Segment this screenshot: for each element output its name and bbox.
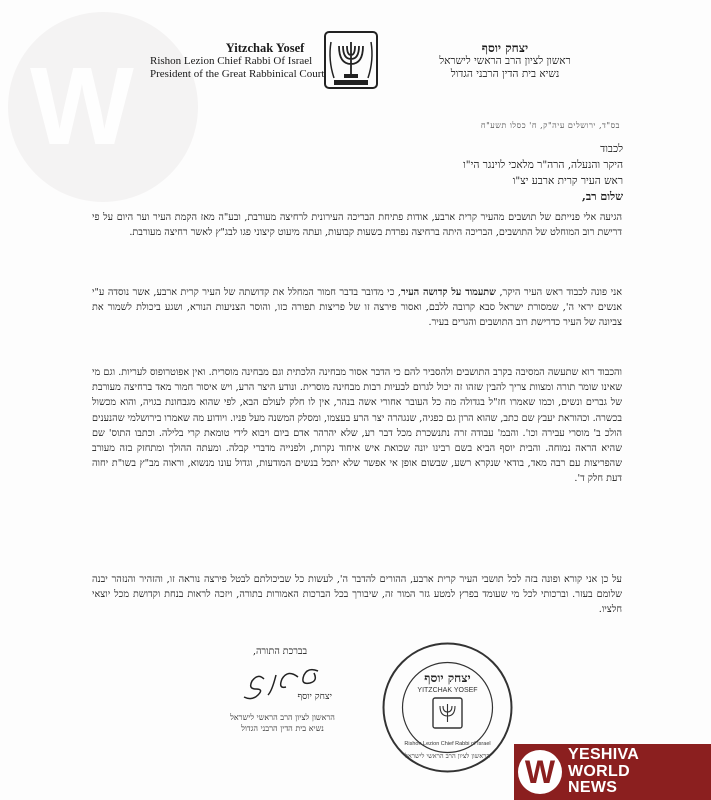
paragraph-2-start: אני פונה לכבוד ראש העיר היקר, <box>495 287 622 298</box>
letterhead-hebrew <box>385 42 625 81</box>
letterhead-hebrew-title: ראשון לציון הרב הראשי לישראל <box>439 55 571 67</box>
stamp-english-ring: Rishon Lezion Chief Rabbi of Israel <box>404 741 491 747</box>
recipient-address <box>163 141 623 189</box>
letterhead-english-subtitle: President of the Great Rabbinical Court <box>150 68 325 80</box>
stamp-english-name: YITZCHAK YOSEF <box>417 687 478 694</box>
greeting: שלום רב, <box>582 190 623 203</box>
official-stamp <box>380 640 515 775</box>
yeshiva-world-news-logo <box>514 744 711 800</box>
letterhead-hebrew-subtitle: נשיא בית הדין הרבני הגדול <box>450 68 560 80</box>
letter-date: בס"ד, ירושלים עיה"ק, ח' כסלו תשע"ח <box>480 121 620 130</box>
body-paragraph-3: והכבוד רוא שתעשה המסיבה בקרב התושבים ולהסביר להם כי הדבר אסור מבחינה הלכתית וגם מבחינה מוסרית. ואין אפוטרופוס לעריות. וגם מי שאינו שומר תורה ומצוות צריך להבין שזהו זה יכול לגרום לבעיות רבות מבחינה מוסרית. ונודע היצר הרע, ויש איסור חמור מאד ברחיצה מעורבת של גברים ונשים, וכמו שאמרו חז"ל בגדולה מה כל העובר אחורי אשה בנהר, אין לו חלק לעולם הבא, לפי שהוא מגבחונת בגויה, והוא מכשול בכשרה. וכהוראת יעבץ שם כתב, שהוא הרון גם כפגיה, שנגהרה יצר הרע בעצמו, ומסלק המשנה מעל פניו. ויודוע מה שאמרו בירושלמי שהנענים הולכ ב' מוסרי עבירה וכו'. והבמ' עבודה זרה נתנשכרת מכל דבר רע, שלא יהרהר אדם ביום ויבוא לידי טומאת קרי בלילה. וכתבו התוס' שם שהיא הראה נמוחה. והבית יוסף הביא בשם רבינו יונה שכואת איש איחוד נקרות, ולפנייה מדברי קבלה. ומעתה ההולך ומתחזק בזה מעורב שהפריצות עם רבה מאד, בודאי שנקרא רשע, שבשום אופן אי אפשר שלא יתכל בנשים המודעות, וגדול עונו מנשוא, וראוה מב"ץ בשו"ת יחוה דעת חלק ד'. <box>92 367 622 485</box>
handwritten-signature <box>228 665 338 703</box>
ywn-line-3: NEWS <box>568 779 618 796</box>
ywn-logo-icon: W <box>518 750 562 794</box>
watermark-w-glyph: W <box>30 45 134 168</box>
letterhead-english-name: Yitzchak Yosef <box>225 41 305 55</box>
letterhead-hebrew-name: יצחק יוסף <box>481 41 529 55</box>
stamp-hebrew-ring: הראשון לציון הרב הראשי לישראל <box>404 752 491 760</box>
closing-block <box>215 645 345 658</box>
signature-title-1: הראשון לציון הרב הראשי לישראל <box>230 713 335 722</box>
paragraph-2-end: , כי מדובר בדבר חמור המחלל את קדושתה של העיר קרית ארבע, אשר נוסדה ע"י אנשים יראי ה', שמסורת ישראל סבא קרובה ללבם, ואסור פירצה זו של פריצות תפורה כזו, והוסר הצניעות הנורא, ושגע ביכולת לשמור את צביונה של העיר כדרישת רוב התושבים והגרים בעיר. <box>92 287 622 329</box>
signature-title-2: נשיא בית הדין הרבני הגדול <box>241 724 324 733</box>
signature-title <box>210 712 355 734</box>
stamp-hebrew-name: יצחק יוסף <box>424 671 471 685</box>
body-paragraph-1: הגיעה אלי פנייתם של תושבים מהעיר קרית ארבע, אודות פתיחת הבריכה העירונית לרחיצה מעורבת, ובע"ה מאז הקמת העיר וער היום על פי דרישת רוב המוחלט של התושבים, הבריכה היתה ברחיצה נפרדת בשעות קבועות, ועתה מיעוט קיצוני פגו לבג"ץ לאשר רחיצה מעורבת. <box>92 212 623 239</box>
signature-name: יצחק יוסף <box>297 692 332 702</box>
menorah-emblem-icon <box>322 30 380 90</box>
paragraph-2-emphasis: שתעמוד על קדושה העיר <box>400 287 496 298</box>
closing-text: בברכת התורה, <box>252 646 308 657</box>
letterhead-english-title: Rishon Lezion Chief Rabbi Of Israel <box>150 55 313 67</box>
recipient-line-1: היקר והנעלה, הרה"ר מלאכי לוינגר הי"ו <box>463 159 623 171</box>
ywn-wordmark <box>568 747 708 797</box>
recipient-line-2: ראש העיר קרית ארבע יצ"ו <box>512 175 623 187</box>
ywn-line-2: WORLD <box>568 762 630 780</box>
body-paragraph-2 <box>92 285 622 331</box>
body-paragraph-4: על כן אני קורא ופונה בזה לכל תושבי העיר קרית ארבע, ההורים להדבר ה', לעשות כל שביכולתם לבטל פירצה נוראה זו, והזהיר והנזהר יבנה שלומם בעזר. וברכותי לכל מי שעומד בפרץ למטע גזר המור זה, שיבורך בכל הברכות האמורות בתורה, ויזכה לראות בנחת וקדושת מכל יוצאי חלציו. <box>92 574 622 616</box>
ywn-line-1: YESHIVA <box>568 746 640 763</box>
salutation: לכבוד <box>600 143 623 155</box>
